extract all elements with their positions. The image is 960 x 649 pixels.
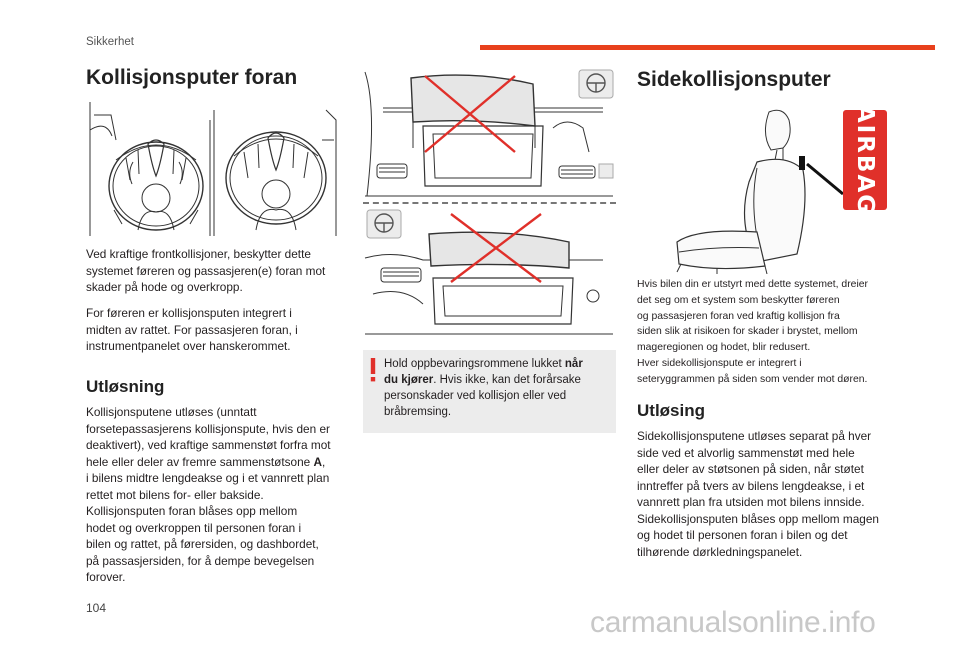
glovebox-open-illustration-bottom <box>363 206 616 338</box>
airbag-deployment-illustration <box>86 100 338 238</box>
side-airbag-intro: Hvis bilen din er utstyrt med dette systemet, dreier det seg om et system som beskytter føreren og passasjeren foran ved kraftig kollisjon fra siden slik at risikoen for skader i brystet, mellom mageregionen og hodet, blir redusert. Hver sidekollisjonspute er integrert i seteryggrammen på siden som vender mot døren. <box>637 279 868 385</box>
watermark: carmanualsonline.info <box>590 606 876 639</box>
illustration-divider <box>363 202 616 204</box>
front-airbag-intro-1: Ved kraftige frontkollisjoner, beskytter dette systemet føreren og passasjeren(e) foran mot skader på hode og overkropp. <box>86 247 326 294</box>
section-accent-rule <box>480 45 935 50</box>
steering-wheel-icon <box>367 210 401 238</box>
deployment-body-part-1: Kollisjonsputene utløses (unntatt forsetepassasjerens kollisjonspute, hvis den er deaktivert), ved kraftige sammenstøt forfra mot hele eller deler av fremre sammenstøtsone <box>86 405 331 469</box>
side-deployment-body: Sidekollisjonsputene utløses separat på hver side ved et alvorlig sammenstøt med hele eller deler av støtsonen på siden, når støtet inntreffer på tvers av bilens lengdeakse, i et vannrett plan fra utsiden mot bilens innside. Sidekollisjonsputen blåses opp mellom magen og hodet til personen foran i bilen og det tilhørende dørkledningspanelet. <box>637 429 879 559</box>
impact-zone-label: A <box>313 454 323 469</box>
side-airbags-title: Sidekollisjonsputer <box>637 68 831 91</box>
page-number: 104 <box>86 601 107 615</box>
warning-text <box>384 356 610 420</box>
warning-exclamation-icon <box>370 358 376 382</box>
deployment-heading: Utløsning <box>86 377 165 396</box>
warning-text-part-2: . Hvis ikke, kan det forårsake personskader ved kollisjon eller ved bråbremsing. <box>384 374 581 418</box>
airbag-badge-label: AIRBAG <box>852 104 878 216</box>
airbag-badge <box>843 104 887 216</box>
warning-text-part-1: Hold oppbevaringsrommene lukket <box>384 358 565 370</box>
front-airbag-intro-2: For føreren er kollisjonsputen integrert i midten av rattet. For passasjeren foran, i instrumentpanelet over hanskerommet. <box>86 306 298 353</box>
steering-wheel-icon <box>579 70 613 98</box>
airbag-pointer-line <box>805 160 845 200</box>
warning-text-bold: når du kjører <box>384 358 583 386</box>
front-airbags-title: Kollisjonsputer foran <box>86 66 298 89</box>
warning-box <box>363 350 616 433</box>
deployment-body-part-2: , i bilens midtre lengdeakse og i et vannrett plan rettet mot bilens for- eller bakside. Kollisjonsputen foran blåses opp mellom hodet og overkroppen til personen foran i bilen og rattet, på førersiden, og dashbordet, på passasjersiden, for å dempe bevegelsen forover. <box>86 454 330 584</box>
side-deployment-heading: Utløsing <box>637 401 705 420</box>
seat-side-airbag-illustration <box>637 104 817 274</box>
deployment-body <box>86 404 356 586</box>
glovebox-open-illustration-top <box>363 68 616 200</box>
section-label: Sikkerhet <box>86 36 134 48</box>
